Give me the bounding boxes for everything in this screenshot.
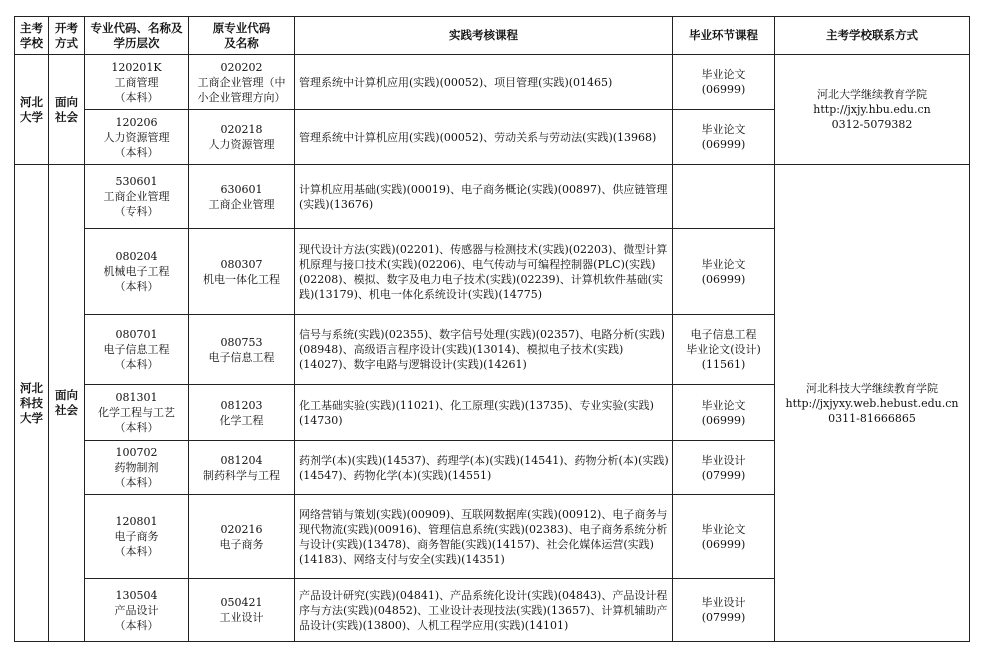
school-cell: 河北 科技 大学 (15, 165, 49, 642)
graduation-course-cell: 毕业设计 (07999) (673, 579, 775, 642)
original-major-cell: 050421 工业设计 (189, 579, 295, 642)
original-major-cell: 081203 化学工程 (189, 385, 295, 441)
major-cell: 080701 电子信息工程 （本科） (85, 315, 189, 385)
practice-courses-cell: 化工基础实验(实践)(11021)、化工原理(实践)(13735)、专业实验(实践)(14730) (295, 385, 673, 441)
original-major-cell: 020218 人力资源管理 (189, 110, 295, 165)
major-cell: 120801 电子商务 （本科） (85, 495, 189, 579)
header-row (15, 17, 970, 55)
major-cell: 080204 机械电子工程 （本科） (85, 229, 189, 315)
header-original-major: 原专业代码 及名称 (189, 17, 295, 55)
practice-courses-cell: 管理系统中计算机应用(实践)(00052)、项目管理(实践)(01465) (295, 55, 673, 110)
major-cell: 120206 人力资源管理 （本科） (85, 110, 189, 165)
practice-courses-cell: 产品设计研究(实践)(04841)、产品系统化设计(实践)(04843)、产品设计程序与方法(实践)(04852)、工业设计表现技法(实践)(13657)、计算机辅助产品设计(实践)(13800)、人机工程学应用(实践)(14101) (295, 579, 673, 642)
table-row (15, 55, 970, 110)
original-major-cell: 081204 制药科学与工程 (189, 441, 295, 495)
exam-mode-cell: 面向 社会 (49, 55, 85, 165)
original-major-cell: 080753 电子信息工程 (189, 315, 295, 385)
header-mode: 开考 方式 (49, 17, 85, 55)
graduation-course-cell: 毕业论文 (06999) (673, 55, 775, 110)
practice-courses-cell: 网络营销与策划(实践)(00909)、互联网数据库(实践)(00912)、电子商务与现代物流(实践)(00916)、管理信息系统(实践)(02383)、电子商务系统分析与设计(实践)(13478)、商务智能(实践)(14157)、社会化媒体运营(实践)(14183)、网络支付与安全(实践)(14351) (295, 495, 673, 579)
original-major-cell: 020216 电子商务 (189, 495, 295, 579)
original-major-cell: 080307 机电一体化工程 (189, 229, 295, 315)
graduation-course-cell: 毕业论文 (06999) (673, 110, 775, 165)
major-cell: 100702 药物制剂 （本科） (85, 441, 189, 495)
contact-cell: 河北大学继续教育学院 http://jxjy.hbu.edu.cn 0312-5079382 (775, 55, 970, 165)
major-cell: 120201K 工商管理 （本科） (85, 55, 189, 110)
header-school: 主考 学校 (15, 17, 49, 55)
practice-courses-cell: 药剂学(本)(实践)(14537)、药理学(本)(实践)(14541)、药物分析(本)(实践)(14547)、药物化学(本)(实践)(14551) (295, 441, 673, 495)
contact-cell: 河北科技大学继续教育学院 http://jxjyxy.web.hebust.edu.cn 0311-81666865 (775, 165, 970, 642)
header-practice-courses: 实践考核课程 (295, 17, 673, 55)
header-graduation-course: 毕业环节课程 (673, 17, 775, 55)
table-row (15, 165, 970, 229)
major-cell: 530601 工商企业管理 （专科） (85, 165, 189, 229)
original-major-cell: 630601 工商企业管理 (189, 165, 295, 229)
original-major-cell: 020202 工商企业管理（中 小企业管理方向） (189, 55, 295, 110)
header-major: 专业代码、名称及 学历层次 (85, 17, 189, 55)
major-cell: 081301 化学工程与工艺 （本科） (85, 385, 189, 441)
graduation-course-cell (673, 165, 775, 229)
practice-courses-cell: 计算机应用基础(实践)(00019)、电子商务概论(实践)(00897)、供应链管理(实践)(13676) (295, 165, 673, 229)
practice-courses-cell: 管理系统中计算机应用(实践)(00052)、劳动关系与劳动法(实践)(13968) (295, 110, 673, 165)
header-contact: 主考学校联系方式 (775, 17, 970, 55)
practice-courses-cell: 信号与系统(实践)(02355)、数字信号处理(实践)(02357)、电路分析(实践)(08948)、高级语言程序设计(实践)(13014)、模拟电子技术(实践)(14027)、数字电路与逻辑设计(实践)(14261) (295, 315, 673, 385)
exam-mode-cell: 面向 社会 (49, 165, 85, 642)
graduation-course-cell: 毕业设计 (07999) (673, 441, 775, 495)
major-cell: 130504 产品设计 （本科） (85, 579, 189, 642)
graduation-course-cell: 毕业论文 (06999) (673, 385, 775, 441)
graduation-course-cell: 毕业论文 (06999) (673, 495, 775, 579)
practice-courses-cell: 现代设计方法(实践)(02201)、传感器与检测技术(实践)(02203)、微型计算机原理与接口技术(实践)(02206)、电气传动与可编程控制器(PLC)(实践)(02208)、模拟、数字及电力电子技术(实践)(02239)、计算机软件基础(实践)(13179)、机电一体化系统设计(实践)(14775) (295, 229, 673, 315)
graduation-course-cell: 毕业论文 (06999) (673, 229, 775, 315)
graduation-course-cell: 电子信息工程 毕业论文(设计) (11561) (673, 315, 775, 385)
exam-course-table (14, 16, 970, 642)
school-cell: 河北 大学 (15, 55, 49, 165)
